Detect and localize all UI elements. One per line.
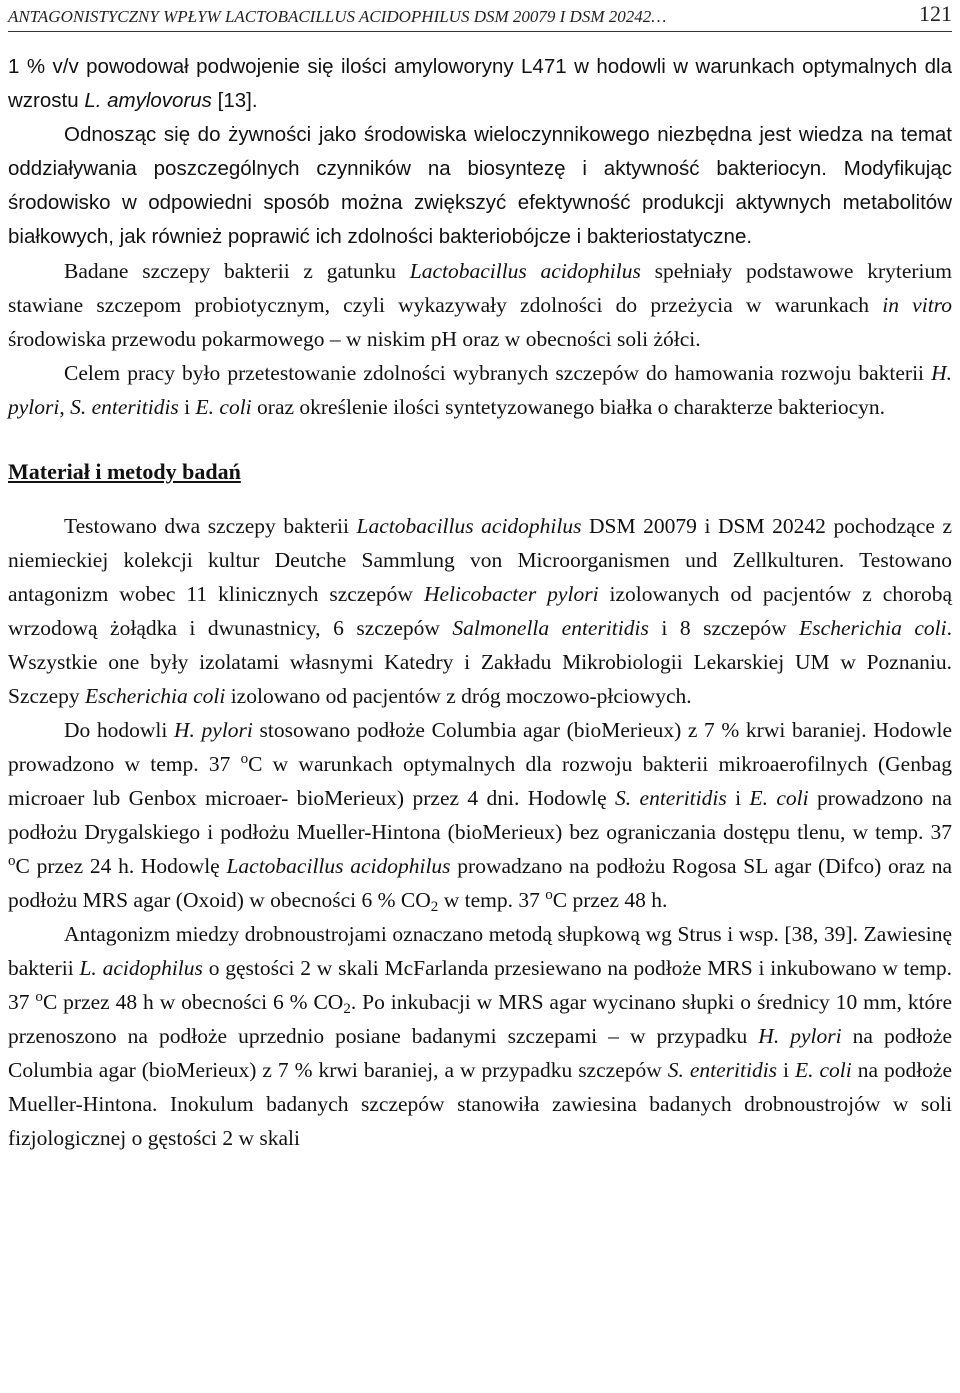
text-run: . Po inkubacji w MRS agar wycinano słupki o średnicy 10 mm, które przenoszono na podłoże uprzednio posiane badanymi szczepami – w przypadku [8,990,952,1048]
text-run: izolowano od pacjentów z dróg moczowo-płciowych. [225,684,692,708]
italic-term: Lactobacillus acidophilus [226,854,451,878]
paragraph [8,50,952,118]
text-run: Antagonizm miedzy drobnoustrojami oznaczano metodą słupkową wg Strus i wsp. [38, 39]. Zawiesinę bakterii [8,922,952,980]
superscript: o [545,886,553,903]
text-run: Celem pracy było przetestowanie zdolności wybranych szczepów do hamowania rozwoju bakterii [64,361,932,385]
text-run: stosowano podłoże Columbia agar (bioMerieux) z 7 % krwi baraniej. Hodowle prowadzono w temp. 37 [8,718,953,776]
text-run: i [726,786,750,810]
italic-term: H. pylori [174,718,253,742]
italic-term: Escherichia coli [85,684,226,708]
paragraph [8,917,952,1155]
italic-term: L. acidophilus [79,956,203,980]
italic-term: Lactobacillus acidophilus [356,514,582,538]
text-run: prowadzono na podłożu Drygalskiego i podłożu Mueller-Hintona (bioMerieux) bez ograniczania dostępu tlenu, w temp. 37 [8,786,952,844]
italic-term: E. coli [749,786,809,810]
paragraph [8,254,952,356]
text-run: C przez 48 h w obecności 6 % CO [42,990,344,1014]
text-run: o gęstości 2 w skali McFarlanda przesiewano na podłoże MRS i inkubowano w temp. 37 [8,956,952,1014]
paragraph [8,509,952,713]
text-run: [13]. [211,89,258,112]
italic-term: H. pylori [758,1024,842,1048]
italic-term: H. pylori [8,361,952,419]
superscript: o [8,852,16,869]
running-header [8,0,952,32]
italic-term: Helicobacter pylori [423,582,599,606]
text-run: Odnosząc się do żywności jako środowiska wieloczynnikowego niezbędna jest wiedza na temat oddziaływania poszczególnych czynników na biosyntezę i aktywność bakteriocyn. Modyfikując środowisko w odpowiedni sposób można zwiększyć efektywność produkcji aktywnych metabolitów białkowych, jak również poprawić ich zdolności bakteriobójcze i bakteriostatyczne. [8,123,952,248]
text-run: . Wszystkie one były izolatami własnymi Katedry i Zakładu Mikrobiologii Lekarskiej UM w Poznaniu. Szczepy [8,616,952,708]
paragraph [8,118,952,254]
italic-term: E. coli [794,1058,852,1082]
subscript: 2 [343,1000,351,1017]
text-run: Badane szczepy bakterii z gatunku [64,259,410,283]
text-run: i [178,395,196,419]
italic-term: Lactobacillus acidophilus [409,259,641,283]
text-run: na podłoże Mueller-Hintona. Inokulum badanych szczepów stanowiła zawiesina badanych drobnoustrojów w soli fizjologicznej o gęstości 2 w skali [8,1058,953,1150]
text-run: i 8 szczepów [648,616,800,640]
text-run: i [777,1058,795,1082]
paragraph [8,713,952,917]
text-run: na podłoże Columbia agar (bioMerieux) z 7 % krwi baraniej, a w przypadku szczepów [8,1024,953,1082]
text-run: , [59,395,71,419]
text-run: C przez 24 h. Hodowlę [15,854,227,878]
superscript: o [35,988,43,1005]
italic-term: Escherichia coli [799,616,947,640]
text-run: C w warunkach optymalnych dla rozwoju bakterii mikroaerofilnych (Genbag microaer lub Genbox microaer- bioMerieux) przez 4 dni. Hodowlę [8,752,953,810]
text-run: środowiska przewodu pokarmowego – w niskim pH oraz w obecności soli żółci. [8,327,701,351]
text-run: Testowano dwa szczepy bakterii [64,514,357,538]
text-run: izolowanych od pacjentów z chorobą wrzodową żołądka i dwunastnicy, 6 szczepów [8,582,953,640]
text-run: w temp. 37 [438,888,546,912]
text-run: Do hodowli [64,718,174,742]
italic-term: S. enteritidis [667,1058,778,1082]
italic-term: S. enteritidis [615,786,727,810]
page-body [8,50,952,1155]
text-run: prowadzano na podłożu Rogosa SL agar (Difco) oraz na podłożu MRS agar (Oxoid) w obecności 6 % CO [8,854,952,912]
paragraph [8,356,952,424]
text-run: spełniały podstawowe kryterium stawiane szczepom probiotycznym, czyli wykazywały zdolności do przeżycia w warunkach [8,259,953,317]
italic-term: E. coli [195,395,252,419]
italic-term: Salmonella enteritidis [452,616,649,640]
text-run: oraz określenie ilości syntetyzowanego białka o charakterze bakteriocyn. [251,395,886,419]
text-run: C przez 48 h. [552,888,668,912]
italic-term: L. amylovorus [84,89,212,112]
text-run: 1 % v/v powodował podwojenie się ilości amyloworyny L471 w hodowli w warunkach optymalnych dla wzrostu [8,55,952,112]
section-heading: Materiał i metody badań [8,459,241,484]
text-run: DSM 20079 i DSM 20242 pochodzące z niemieckiej kolekcji kultur Deutche Sammlung von Microorganismen und Zellkulturen. Testowano antagonizm wobec 11 klinicznych szczepów [8,514,952,606]
italic-term: in vitro [882,293,952,317]
subscript: 2 [430,898,439,915]
running-title: ANTAGONISTYCZNY WPŁYW LACTOBACILLUS ACIDOPHILUS DSM 20079 I DSM 20242… [8,7,667,26]
superscript: o [240,750,249,767]
italic-term: S. enteritidis [70,395,179,419]
page-number: 121 [919,1,952,26]
